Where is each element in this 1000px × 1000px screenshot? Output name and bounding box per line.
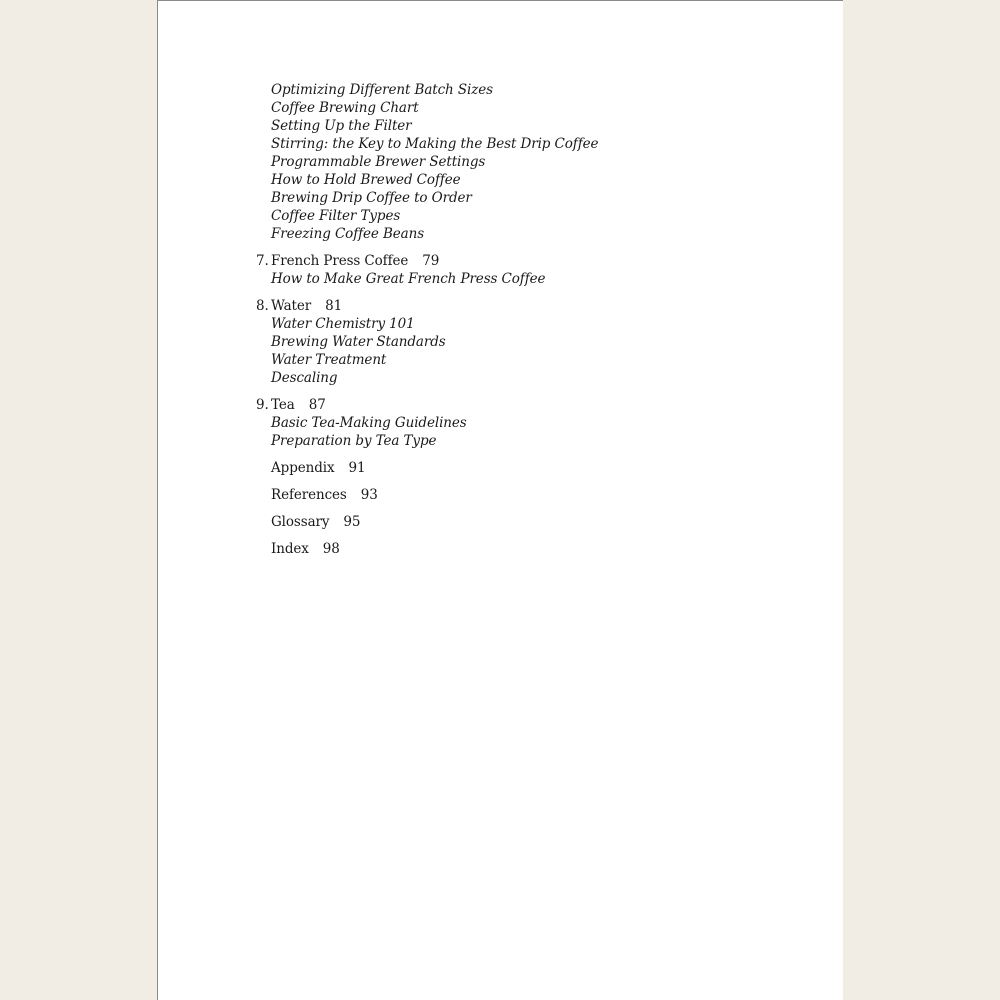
toc-subsection: Brewing Drip Coffee to Order bbox=[271, 190, 472, 206]
toc-subsection: Brewing Water Standards bbox=[271, 334, 446, 350]
toc-chapter bbox=[256, 252, 796, 288]
toc-subsection: Optimizing Different Batch Sizes bbox=[271, 82, 493, 98]
toc-subsection: Setting Up the Filter bbox=[271, 118, 412, 134]
toc-subsection: How to Make Great French Press Coffee bbox=[271, 271, 546, 287]
back-matter-title: Index bbox=[271, 541, 309, 557]
chapter-number: 8. bbox=[256, 298, 269, 314]
toc-back-matter-entry bbox=[256, 513, 796, 531]
chapter-title: Tea bbox=[271, 397, 295, 413]
toc-back-matter-entry bbox=[256, 486, 796, 504]
chapter-title: Water bbox=[271, 298, 312, 314]
back-matter-title: References bbox=[271, 487, 347, 503]
toc-subsection: Programmable Brewer Settings bbox=[271, 154, 486, 170]
toc-subsection: How to Hold Brewed Coffee bbox=[271, 172, 461, 188]
chapter-page-number: 81 bbox=[325, 298, 343, 314]
toc-subsection: Water Treatment bbox=[271, 352, 387, 368]
toc-subsection: Descaling bbox=[271, 370, 338, 386]
toc-chapter-heading bbox=[256, 396, 796, 414]
toc-chapter bbox=[256, 297, 796, 387]
toc-chapter-heading bbox=[256, 297, 796, 315]
back-matter-title: Appendix bbox=[271, 460, 335, 476]
toc-subsection: Preparation by Tea Type bbox=[271, 433, 437, 449]
document-page bbox=[157, 0, 843, 1000]
toc-subsection: Stirring: the Key to Making the Best Drip Coffee bbox=[271, 136, 599, 152]
toc-subsection: Freezing Coffee Beans bbox=[271, 226, 425, 242]
toc-subsection: Coffee Brewing Chart bbox=[271, 100, 419, 116]
chapter-title: French Press Coffee bbox=[271, 253, 409, 269]
table-of-contents bbox=[256, 81, 796, 558]
toc-chapter bbox=[256, 396, 796, 450]
toc-back-matter-entry bbox=[256, 459, 796, 477]
back-matter-page-number: 98 bbox=[322, 541, 340, 557]
toc-subsection: Water Chemistry 101 bbox=[271, 316, 415, 332]
chapter-number: 7. bbox=[256, 253, 269, 269]
toc-subsection-group bbox=[256, 81, 796, 243]
toc-back-matter-entry bbox=[256, 540, 796, 558]
chapter-number: 9. bbox=[256, 397, 269, 413]
toc-chapter-heading bbox=[256, 252, 796, 270]
back-matter-page-number: 93 bbox=[360, 487, 378, 503]
back-matter-page-number: 91 bbox=[348, 460, 366, 476]
chapter-page-number: 79 bbox=[422, 253, 440, 269]
chapter-page-number: 87 bbox=[308, 397, 326, 413]
toc-subsection: Basic Tea-Making Guidelines bbox=[271, 415, 467, 431]
back-matter-page-number: 95 bbox=[343, 514, 361, 530]
back-matter-title: Glossary bbox=[271, 514, 330, 530]
toc-subsection: Coffee Filter Types bbox=[271, 208, 401, 224]
